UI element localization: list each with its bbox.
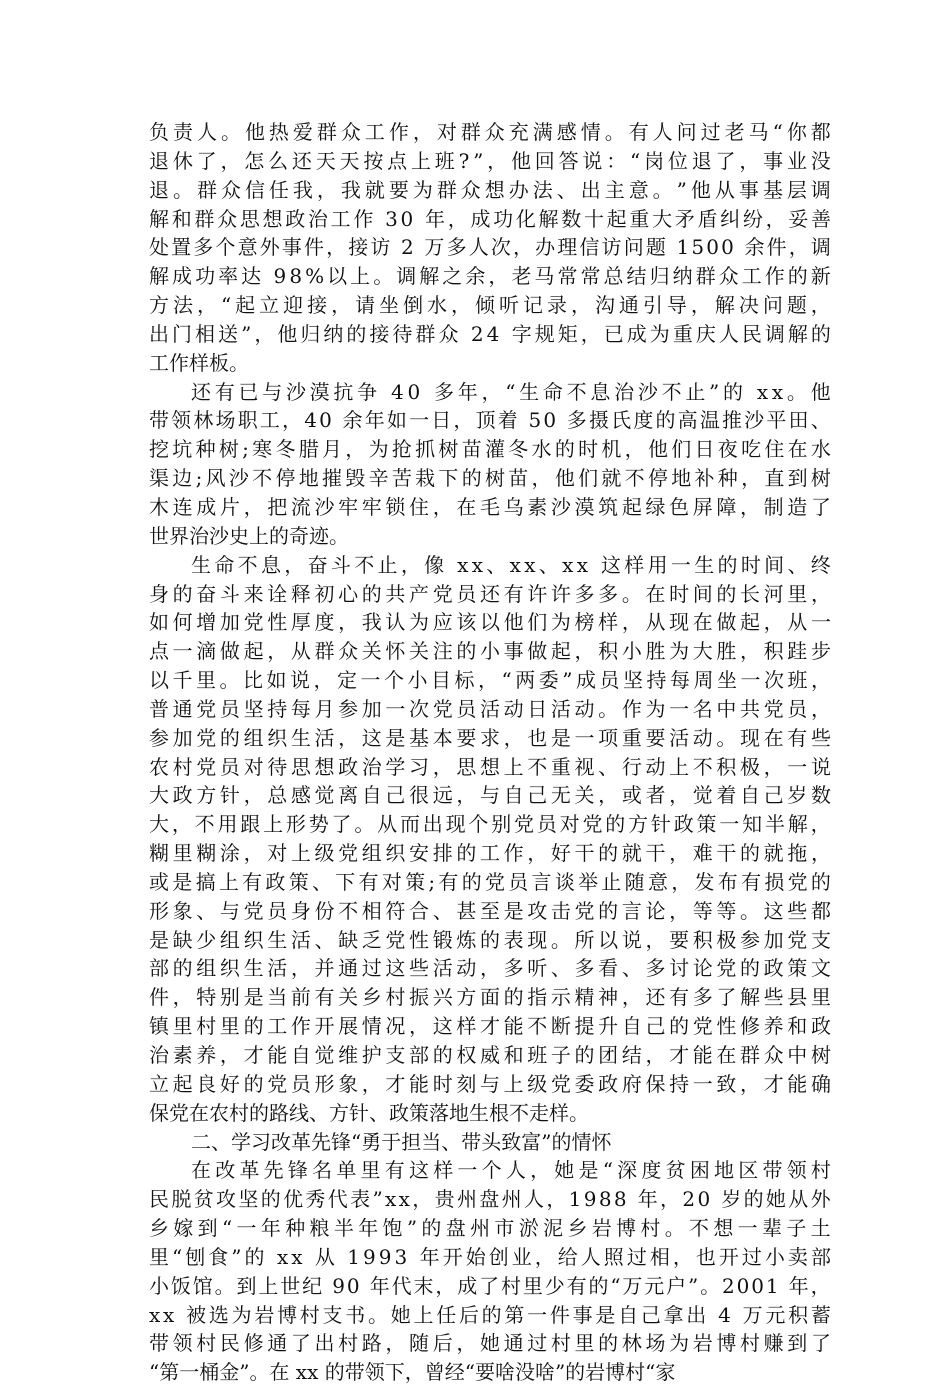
text-line: 是 缺 少 组 织 生 活 、 缺 乏 党 性 锻 炼 的 表 现 。 所 以 说 ， 要 积 极 参 加 党 支 [149, 927, 831, 952]
text-line: 小 饭 馆 。 到 上 世 纪 9 0 年 代 末 ， 成 了 村 里 少 有 的 “ 万 元 户 ” 。 2 0 0 1 年 ， [149, 1273, 831, 1298]
text-line: 身 的 奋 斗 来 诠 释 初 心 的 共 产 党 员 还 有 许 许 多 多 。 在 时 间 的 长 河 里 ， [149, 581, 831, 606]
text-line: 解 成 功 率 达 9 8 % 以 上 。 调 解 之 余 ， 老 马 常 常 总 结 归 纳 群 众 工 作 的 新 [149, 264, 831, 289]
text-line: 里 “ 刨 食 ” 的 x x 从 1 9 9 3 年 开 始 创 业 ， 给 人 照 过 相 ， 也 开 过 小 卖 部 [149, 1244, 831, 1269]
text-line: 镇 里 村 里 的 工 作 开 展 情 况 ， 这 样 才 能 不 断 提 升 自 己 的 党 性 修 养 和 政 [149, 1014, 831, 1039]
text-line: 保党在农村的路线、方针、政策落地生根不走样。 [149, 1100, 589, 1125]
text-line: 普 通 党 员 坚 持 每 月 参 加 一 次 党 员 活 动 日 活 动 。 作 为 一 名 中 共 党 员 ， [149, 696, 831, 721]
text-line: 还 有 已 与 沙 漠 抗 争 4 0 多 年 ， “ 生 命 不 息 治 沙 不 止 ” 的 x x 。 他 [191, 379, 831, 404]
text-line: 挖 坑 种 树 ; 寒 冬 腊 月 ， 为 抢 抓 树 苗 灌 冬 水 的 时 机 ， 他 们 日 夜 吃 住 在 水 [149, 437, 831, 462]
text-line: 糊 里 糊 涂 ， 对 上 级 党 组 织 安 排 的 工 作 ， 好 干 的 就 干 ， 难 干 的 就 拖 ， [149, 841, 831, 866]
paragraph [149, 1156, 831, 1387]
section-heading [149, 1128, 831, 1157]
text-line: 或 是 搞 上 有 政 策 、 下 有 对 策 ; 有 的 党 员 言 谈 举 止 随 意 ， 发 布 有 损 党 的 [149, 869, 831, 894]
text-line: 解 和 群 众 思 想 政 治 工 作 3 0 年 ， 成 功 化 解 数 十 起 重 大 矛 盾 纠 纷 ， 妥 善 [149, 206, 831, 231]
text-line: 民 脱 贫 攻 坚 的 优 秀 代 表 ” x x ， 贵 州 盘 州 人 ， 1 9 8 8 年 ， 2 0 岁 的 她 从 外 [149, 1187, 831, 1212]
text-line: 退 休 了 ， 怎 么 还 天 天 按 点 上 班 ? ” ， 他 回 答 说 ： “ 岗 位 退 了 ， 事 业 没 [149, 148, 831, 173]
text-line: 大 ， 不 用 跟 上 形 势 了 。 从 而 出 现 个 别 党 员 对 党 的 方 针 政 策 一 知 半 解 ， [149, 812, 831, 837]
text-line: 立 起 良 好 的 党 员 形 象 ， 才 能 时 刻 与 上 级 党 委 政 府 保 持 一 致 ， 才 能 确 [149, 1071, 831, 1096]
text-line: 负 责 人 。 他 热 爱 群 众 工 作 ， 对 群 众 充 满 感 情 。 有 人 问 过 老 马 “ 你 都 [149, 120, 831, 144]
text-line: 出 门 相 送 ” ， 他 归 纳 的 接 待 群 众 2 4 字 规 矩 ， 已 成 为 重 庆 人 民 调 解 的 [149, 321, 831, 346]
paragraph [149, 551, 831, 1128]
text-line: 治 素 养 ， 才 能 自 觉 维 护 支 部 的 权 威 和 班 子 的 团 结 ， 才 能 在 群 众 中 树 [149, 1043, 831, 1067]
text-line: 木 连 成 片 ， 把 流 沙 牢 牢 锁 住 ， 在 毛 乌 素 沙 漠 筑 起 绿 色 屏 障 ， 制 造 了 [149, 494, 831, 519]
text-line: “第一桶金”。在 xx 的带领下，曾经“要啥没啥”的岩博村“家 [149, 1360, 676, 1385]
text-line: 渠 边 ; 风 沙 不 停 地 摧 毁 辛 苦 栽 下 的 树 苗 ， 他 们 就 不 停 地 补 种 ， 直 到 树 [149, 466, 831, 491]
text-line: 方 法 ， “ 起 立 迎 接 ， 请 坐 倒 水 ， 倾 听 记 录 ， 沟 通 引 导 ， 解 决 问 题 ， [149, 293, 831, 318]
text-line: 如 何 增 加 党 性 厚 度 ， 我 认 为 应 该 以 他 们 为 榜 样 ， 从 现 在 做 起 ， 从 一 [149, 610, 831, 635]
text-line: 在 改 革 先 锋 名 单 里 有 这 样 一 个 人 ， 她 是 “ 深 度 贫 困 地 区 带 领 村 [191, 1158, 831, 1183]
paragraph [149, 378, 831, 551]
paragraph [149, 118, 831, 378]
text-line: 带 领 村 民 修 通 了 出 村 路 ， 随 后 ， 她 通 过 村 里 的 林 场 为 岩 博 村 赚 到 了 [149, 1331, 831, 1356]
text-line: 生 命 不 息 ， 奋 斗 不 止 ， 像 x x 、 x x 、 x x 这 样 用 一 生 的 时 间 、 终 [191, 552, 831, 577]
text-line: 带 领 林 场 职 工 ， 4 0 余 年 如 一 日 ， 顶 着 5 0 多 摄 氏 度 的 高 温 推 沙 平 田 、 [149, 408, 831, 433]
text-line: 处 置 多 个 意 外 事 件 ， 接 访 2 万 多 人 次 ， 办 理 信 访 问 题 1 5 0 0 余 件 ， 调 [149, 235, 831, 260]
text-line: 点 一 滴 做 起 ， 从 群 众 关 怀 关 注 的 小 事 做 起 ， 积 小 胜 为 大 胜 ， 积 跬 步 [149, 639, 831, 664]
text-line: 以 千 里 。 比 如 说 ， 定 一 个 小 目 标 ， “ 两 委 ” 成 员 坚 持 每 周 坐 一 次 班 ， [149, 668, 831, 693]
document-body [149, 118, 831, 1387]
text-line: x x 被 选 为 岩 博 村 支 书 。 她 上 任 后 的 第 一 件 事 是 自 己 拿 出 4 万 元 积 蓄 [149, 1302, 831, 1327]
text-line: 参 加 党 的 组 织 生 活 ， 这 是 基 本 要 求 ， 也 是 一 项 重 要 活 动 。 现 在 有 些 [149, 725, 831, 750]
text-line: 世界治沙史上的奇迹。 [149, 523, 349, 548]
text-line: 工作样板。 [149, 350, 249, 375]
text-line: 件 ， 特 别 是 当 前 有 关 乡 村 振 兴 方 面 的 指 示 精 神 ， 还 有 多 了 解 些 县 里 [149, 985, 831, 1010]
text-line: 形 象 、 与 党 员 身 份 不 相 符 合 、 甚 至 是 攻 击 党 的 言 论 ， 等 等 。 这 些 都 [149, 898, 831, 923]
text-line: 退 。 群 众 信 任 我 ， 我 就 要 为 群 众 想 办 法 、 出 主 意 。 ” 他 从 事 基 层 调 [149, 177, 831, 202]
text-line: 乡 嫁 到 “ 一 年 种 粮 半 年 饱 ” 的 盘 州 市 淤 泥 乡 岩 博 村 。 不 想 一 辈 子 土 [149, 1216, 831, 1241]
text-line: 大 政 方 针 ， 总 感 觉 离 自 己 很 远 ， 与 自 己 无 关 ， 或 者 ， 觉 着 自 己 岁 数 [149, 783, 831, 808]
text-line: 二、学习改革先锋“勇于担当、带头致富”的情怀 [191, 1129, 612, 1154]
text-line: 部 的 组 织 生 活 ， 并 通 过 这 些 活 动 ， 多 听 、 多 看 、 多 讨 论 党 的 政 策 文 [149, 956, 831, 981]
text-line: 农 村 党 员 对 待 思 想 政 治 学 习 ， 思 想 上 不 重 视 、 行 动 上 不 积 极 ， 一 说 [149, 754, 831, 779]
